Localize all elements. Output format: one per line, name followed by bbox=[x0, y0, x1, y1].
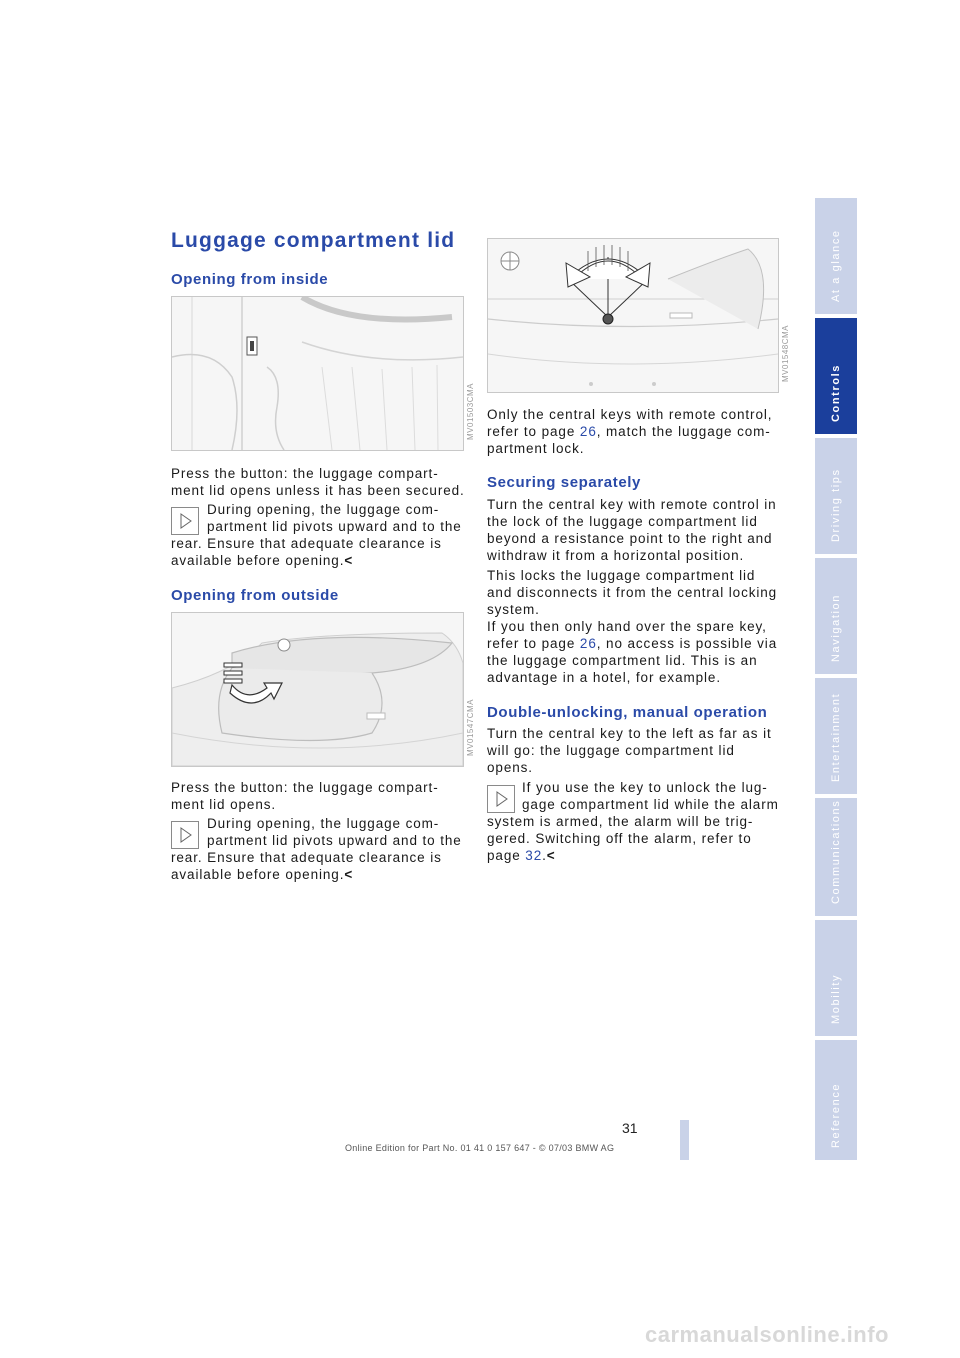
tab-label: Reference bbox=[830, 1082, 842, 1148]
text-line: partment lid pivots upward and to the bbox=[207, 833, 462, 848]
text-line: During opening, the luggage com- bbox=[207, 502, 440, 517]
footer-text: Online Edition for Part No. 01 41 0 157 647 - © 07/03 BMW AG bbox=[345, 1143, 615, 1153]
text-line: Turn the central key with remote control in bbox=[487, 497, 777, 512]
text-line: available before opening. bbox=[171, 867, 345, 882]
text-line: partment lid pivots upward and to the bbox=[207, 519, 462, 534]
watermark: carmanualsonline.info bbox=[645, 1322, 889, 1347]
text-line: withdraw it from a horizontal position. bbox=[487, 548, 745, 563]
end-mark: < bbox=[546, 848, 556, 863]
figure-interior-button bbox=[171, 296, 464, 451]
figure-key-lock bbox=[487, 238, 779, 393]
text-line: During opening, the luggage com- bbox=[207, 816, 440, 831]
heading-double-unlocking: Double-unlocking, manual operation bbox=[487, 704, 768, 721]
tab-label: Controls bbox=[830, 363, 842, 422]
tab-at-a-glance[interactable] bbox=[815, 198, 857, 314]
text-line: the lock of the luggage compartment lid bbox=[487, 514, 758, 529]
text-line: gered. Switching off the alarm, refer to bbox=[487, 831, 752, 846]
note-icon bbox=[171, 507, 199, 535]
text-line: ment lid opens. bbox=[171, 797, 277, 812]
figure-code: MV01548CMA bbox=[781, 324, 790, 382]
text-line: available before opening. bbox=[171, 553, 345, 568]
tab-label: Mobility bbox=[830, 973, 842, 1024]
text-line: If you use the key to unlock the lug- bbox=[522, 780, 768, 795]
page-link[interactable]: 26 bbox=[579, 636, 597, 651]
text-line: system is armed, the alarm will be trig- bbox=[487, 814, 754, 829]
text-line: gage compartment lid while the alarm bbox=[522, 797, 779, 812]
page-marker bbox=[680, 1120, 689, 1160]
text-line: This locks the luggage compartment lid bbox=[487, 568, 756, 583]
tab-label: Navigation bbox=[830, 594, 842, 662]
tab-label: At a glance bbox=[830, 229, 842, 302]
text-line: rear. Ensure that adequate clearance is bbox=[171, 536, 442, 551]
interior-illustration bbox=[172, 297, 463, 450]
text-line: beyond a resistance point to the right and bbox=[487, 531, 773, 546]
note-icon bbox=[487, 785, 515, 813]
text-line: page bbox=[487, 848, 526, 863]
text-line: Press the button: the luggage compart- bbox=[171, 780, 439, 795]
figure-code: MV01503CMA bbox=[466, 382, 475, 440]
page-link[interactable]: 26 bbox=[579, 424, 597, 439]
text-line: refer to page bbox=[487, 636, 580, 651]
text-line: refer to page bbox=[487, 424, 580, 439]
page-number: 31 bbox=[622, 1120, 638, 1136]
tab-label: Entertainment bbox=[830, 692, 842, 782]
text-line: the luggage compartment lid. This is an bbox=[487, 653, 758, 668]
figure-code: MV01547CMA bbox=[466, 698, 475, 756]
tab-driving-tips[interactable] bbox=[815, 438, 857, 554]
tab-entertainment[interactable] bbox=[815, 678, 857, 794]
tab-navigation[interactable] bbox=[815, 558, 857, 674]
text-line: partment lock. bbox=[487, 441, 585, 456]
tab-label: Driving tips bbox=[830, 468, 842, 542]
page-title: Luggage compartment lid bbox=[171, 229, 456, 252]
note-icon bbox=[171, 821, 199, 849]
heading-opening-inside: Opening from inside bbox=[171, 271, 329, 288]
text-line: , no access is possible via bbox=[596, 636, 778, 651]
tab-label: Communications bbox=[830, 799, 842, 904]
heading-securing-separately: Securing separately bbox=[487, 474, 641, 491]
text-line: If you then only hand over the spare key, bbox=[487, 619, 767, 634]
text-line: Press the button: the luggage compart- bbox=[171, 466, 439, 481]
text-line: opens. bbox=[487, 760, 533, 775]
tab-communications[interactable] bbox=[815, 798, 857, 916]
tab-controls[interactable] bbox=[815, 318, 857, 434]
end-mark: < bbox=[344, 553, 354, 568]
text-line: and disconnects it from the central locking bbox=[487, 585, 778, 600]
text-line: ment lid opens unless it has been secured. bbox=[171, 483, 465, 498]
lock-illustration bbox=[488, 239, 778, 392]
tab-mobility[interactable] bbox=[815, 920, 857, 1036]
text-line: Only the central keys with remote control, bbox=[487, 407, 773, 422]
text-line: advantage in a hotel, for example. bbox=[487, 670, 721, 685]
heading-opening-outside: Opening from outside bbox=[171, 587, 339, 604]
text-line: Turn the central key to the left as far as it bbox=[487, 726, 772, 741]
text-line: system. bbox=[487, 602, 540, 617]
page-link[interactable]: 32 bbox=[525, 848, 543, 863]
tab-reference[interactable] bbox=[815, 1040, 857, 1160]
end-mark: < bbox=[344, 867, 354, 882]
text-line: rear. Ensure that adequate clearance is bbox=[171, 850, 442, 865]
figure-trunk-exterior bbox=[171, 612, 464, 767]
trunk-illustration bbox=[172, 613, 463, 766]
text-line: , match the luggage com- bbox=[596, 424, 771, 439]
text-line: . bbox=[542, 848, 547, 863]
text-line: will go: the luggage compartment lid bbox=[487, 743, 735, 758]
